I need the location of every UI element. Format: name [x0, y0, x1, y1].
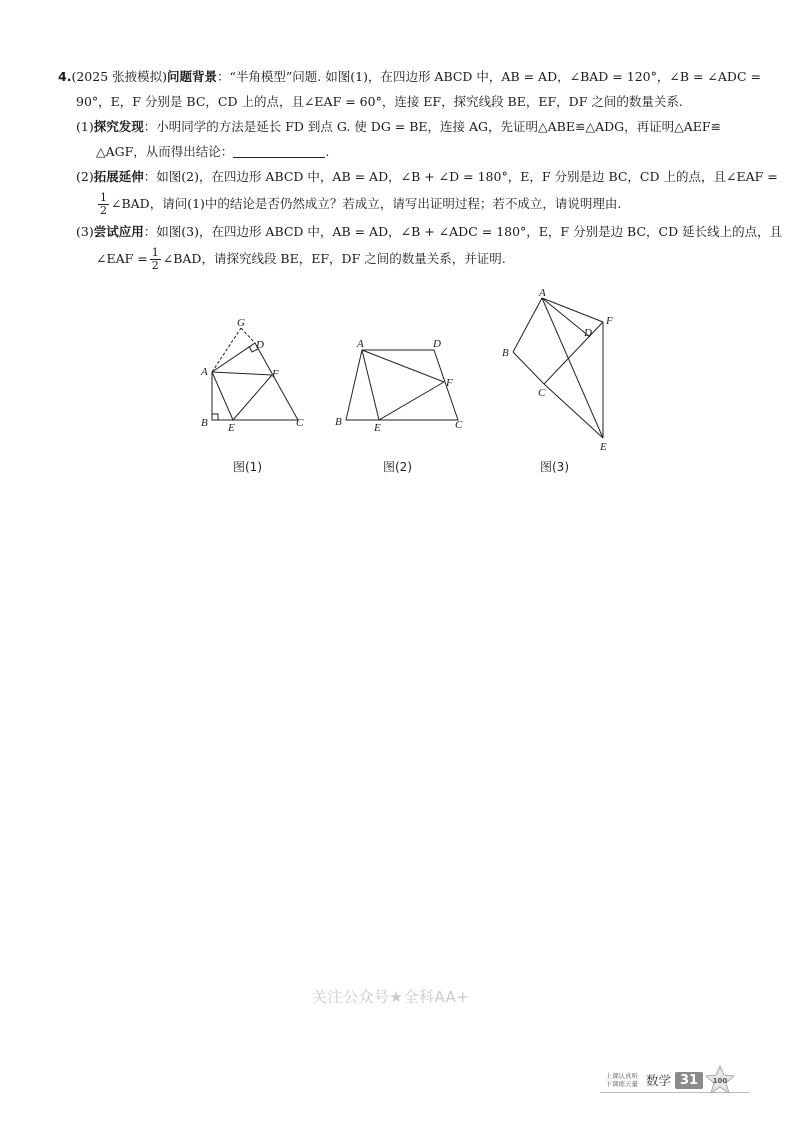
fig3-label-e: E [600, 441, 607, 453]
part3-line1 [58, 219, 783, 244]
intro-text-2: 90°，E，F 分别是 BC，CD 上的点，且∠EAF = 60°，连接 EF，探究线段 BE，EF，DF 之间的数量关系. [76, 94, 683, 109]
fig2-quadrilateral [346, 350, 458, 420]
figure-3 [513, 298, 603, 438]
part2-text2: ∠BAD，请问(1)中的结论是否仍然成立？若成立，请写出证明过程；若不成立，请说明理由. [111, 196, 622, 211]
fig3-segment-bc [513, 352, 544, 384]
fig2-label-a: A [357, 338, 364, 350]
problem-number: 4. [58, 69, 72, 84]
problem-source: (2025 张掖模拟) [71, 69, 167, 84]
part1-text2: △AGF，从而得出结论： [96, 144, 234, 159]
part3-label: 尝试应用 [93, 224, 144, 239]
fig3-segment-ae [542, 298, 603, 438]
intro-text-1: ：“半角模型”问题. 如图(1)，在四边形 ABCD 中，AB = AD，∠BAD = 120°，∠B = ∠ADC = [217, 69, 761, 84]
fig1-right-angle-b [212, 414, 218, 420]
figures-svg [180, 280, 640, 455]
fraction-half: $\frac{1}{2}$ [100, 191, 107, 217]
footer-subject: 数学 [646, 1073, 672, 1088]
fig1-quadrilateral [212, 343, 298, 420]
part1-text1: ：小明同学的方法是延长 FD 到点 G. 使 DG = BE，连接 AG，先证明△ABE≌△ADG，再证明△AEF≌ [143, 119, 722, 134]
fig3-label-f: F [606, 315, 613, 327]
fig3-segment-ce [544, 384, 603, 438]
part3-line2 [58, 244, 748, 274]
fig2-label-e: E [374, 422, 381, 434]
footer-rule [600, 1092, 750, 1093]
fig1-label-g: G [237, 317, 245, 329]
page-footer [598, 1068, 735, 1092]
part1-label: 探究发现 [93, 119, 144, 134]
fig2-label-b: B [335, 416, 342, 428]
part1-line1 [58, 114, 748, 139]
fig1-dashed-ag [212, 328, 241, 372]
fig3-segment-cf [544, 322, 603, 384]
fraction-half-2: $\frac{1}{2}$ [151, 246, 159, 272]
figure-1-labels [200, 317, 304, 434]
fig1-label-c: C [296, 417, 304, 429]
fig1-label-b: B [201, 417, 208, 429]
fig3-segment-ab [513, 298, 542, 352]
problem-intro-line1 [58, 64, 761, 89]
fig3-label-a: A [539, 287, 546, 299]
answer-blank[interactable] [233, 143, 325, 158]
figure-1 [212, 328, 298, 420]
svg-text:100: 100 [712, 1077, 728, 1085]
part3-index: (3) [76, 224, 94, 239]
fig1-segment-af [212, 372, 272, 375]
fig1-label-a: A [201, 366, 208, 378]
fig2-segment-ae [362, 350, 379, 420]
fig3-caption: 图(3) [540, 460, 569, 474]
part2-label: 拓展延伸 [93, 169, 144, 184]
fig2-caption: 图(2) [383, 460, 412, 474]
part2-index: (2) [76, 169, 94, 184]
part2-line2 [58, 189, 748, 219]
fig1-label-d: D [256, 339, 264, 351]
part2-line1 [58, 164, 778, 189]
fig2-label-d: D [433, 338, 441, 350]
background-label: 问题背景 [167, 69, 218, 84]
part1-index: (1) [76, 119, 94, 134]
fig3-segment-ad [542, 298, 590, 337]
problem-4 [58, 64, 783, 274]
fig3-label-c: C [538, 387, 546, 399]
fig1-label-f: F [272, 368, 279, 380]
fig3-label-b: B [502, 347, 509, 359]
fig1-segment-ae [212, 372, 233, 420]
fig3-label-d: D [584, 327, 592, 339]
part2-text1: ：如图(2)，在四边形 ABCD 中，AB = AD，∠B + ∠D = 180°，E，F 分别是边 BC，CD 上的点，且∠EAF = [143, 169, 778, 184]
footer-slogan-line2: 下课练天量 [605, 1080, 638, 1088]
part1-end: . [325, 144, 330, 159]
fig2-label-f: F [446, 377, 453, 389]
fig2-segment-af [362, 350, 444, 382]
part1-line2 [58, 139, 748, 164]
star-badge-icon [705, 1065, 735, 1095]
fig2-label-c: C [455, 419, 463, 431]
part3-text1: ：如图(3)，在四边形 ABCD 中，AB = AD，∠B + ∠ADC = 180°，E，F 分别是边 BC，CD 延长线上的点，且 [143, 224, 783, 239]
fig1-caption: 图(1) [233, 460, 262, 474]
footer-slogan-line1: 上课认真听 [605, 1072, 638, 1080]
fig1-segment-ef [233, 375, 272, 420]
fig1-label-e: E [228, 422, 235, 434]
part3-pre: ∠EAF = [96, 251, 148, 266]
figure-2 [346, 350, 458, 420]
fig2-segment-ef [379, 382, 444, 420]
page-number: 31 [675, 1072, 703, 1089]
watermark-text: 关注公众号★全科AA+ [312, 988, 470, 1006]
fig1-dashed-dg [241, 328, 255, 343]
footer-slogan [598, 1072, 638, 1088]
part3-text2: ∠BAD，请探究线段 BE，EF，DF 之间的数量关系，并证明. [162, 251, 506, 266]
